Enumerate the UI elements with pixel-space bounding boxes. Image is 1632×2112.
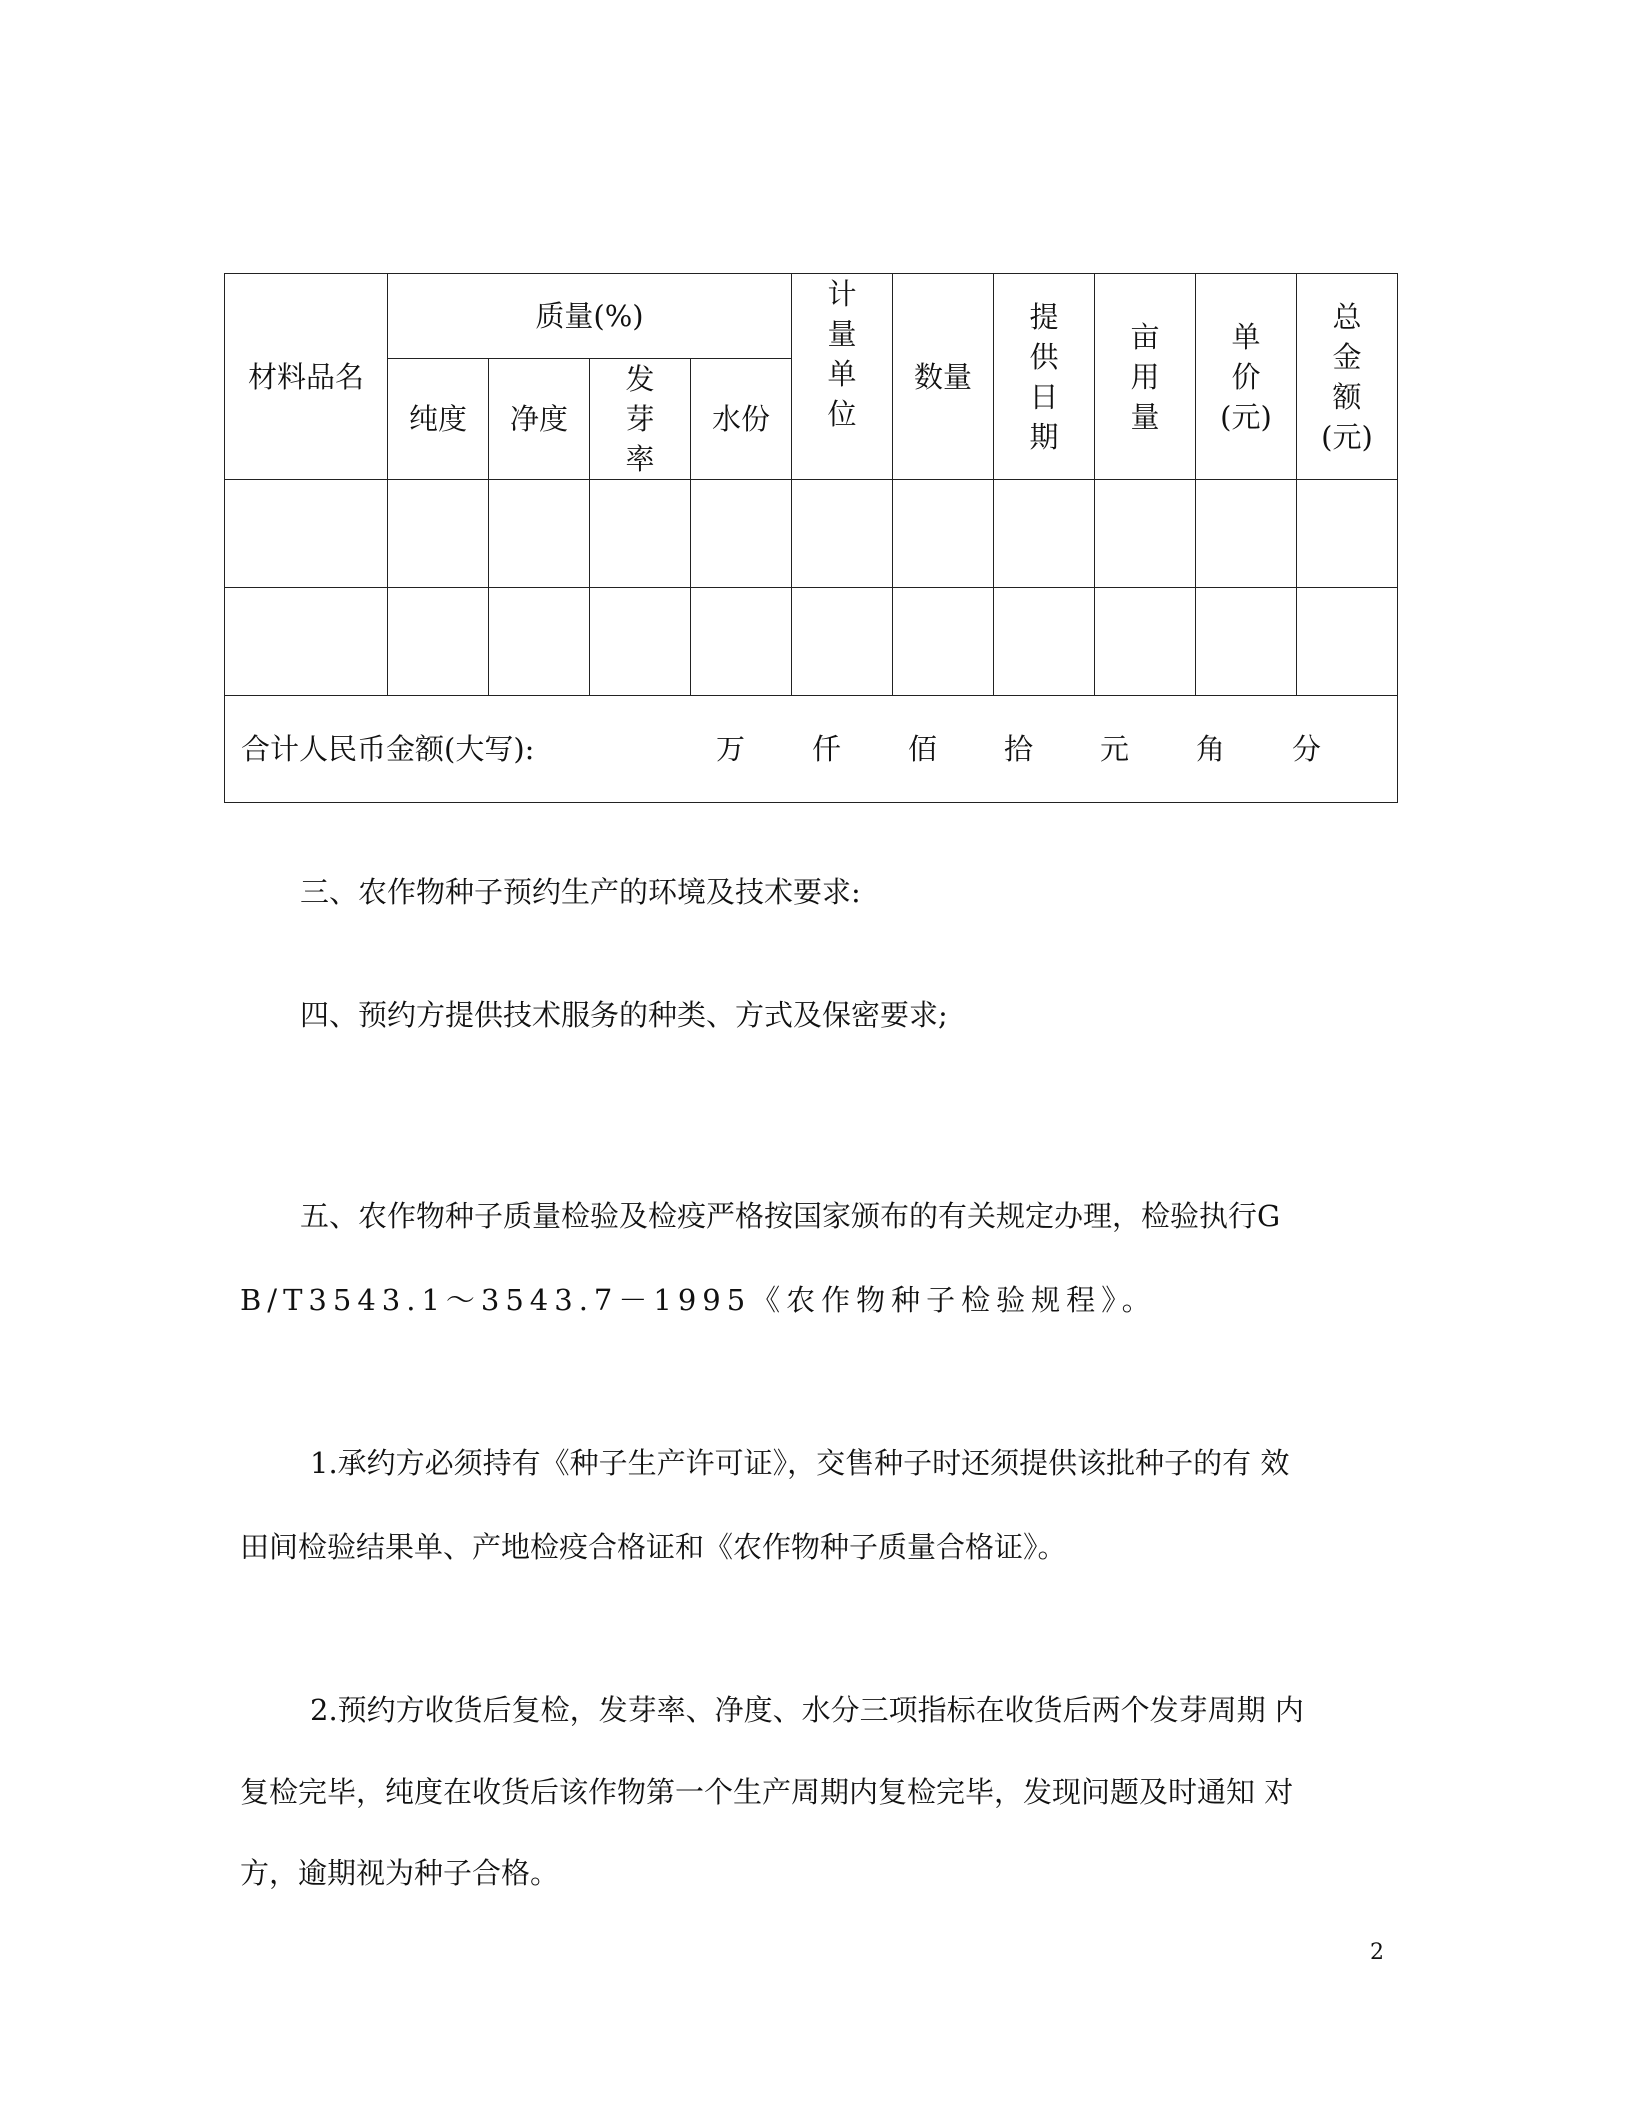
table-cell [994,480,1095,588]
header-mu-usage: 亩用量 [1095,274,1196,480]
unit-qian: 仟 [812,732,842,766]
header-measure-unit: 计量单位 [792,274,893,480]
total-amount-row [225,696,1398,803]
unit-fen: 分 [1292,732,1322,766]
header-supply-date: 提供日期 [994,274,1095,480]
header-moisture: 水份 [691,359,792,480]
table-cell [1196,480,1297,588]
unit-jiao: 角 [1196,732,1226,766]
table-cell [691,588,792,696]
table-cell [893,480,994,588]
table-cell [489,480,590,588]
table-cell [225,480,388,588]
table-cell [388,480,489,588]
header-unit-price: 单价(元) [1196,274,1297,480]
page-number: 2 [1370,1940,1384,1965]
unit-yuan: 元 [1100,732,1130,766]
table-row [225,480,1398,588]
table-cell [1196,588,1297,696]
unit-shi: 拾 [1004,732,1034,766]
material-table [224,273,1398,803]
table-cell [489,588,590,696]
table-cell [590,588,691,696]
table-cell [590,480,691,588]
header-germination-rate: 发芽率 [590,359,691,480]
header-quality: 质量(%) [388,274,792,359]
item-2-line-3: 方，逾期视为种子合格。 [240,1856,560,1890]
item-1-line-1: 1.承约方必须持有《种子生产许可证》，交售种子时还须提供该批种子的有 效 [310,1446,1290,1480]
header-total-amount: 总金额(元) [1297,274,1398,480]
total-amount-label: 合计人民币金额(大写): [241,732,535,766]
item-2-line-1: 2.预约方收货后复检，发芽率、净度、水分三项指标在收货后两个发芽周期 内 [310,1693,1304,1727]
table-cell [1297,588,1398,696]
table-row [225,588,1398,696]
header-cleanliness: 净度 [489,359,590,480]
section-3-heading: 三、农作物种子预约生产的环境及技术要求: [300,875,861,909]
table-cell [691,480,792,588]
table-cell [1095,588,1196,696]
table-cell [1095,480,1196,588]
table-cell [792,588,893,696]
unit-bai: 佰 [908,732,938,766]
header-quantity: 数量 [893,274,994,480]
section-5-line-1: 五、农作物种子质量检验及检疫严格按国家颁布的有关规定办理，检验执行G [300,1199,1281,1233]
table-cell [994,588,1095,696]
table-cell [792,480,893,588]
header-material-name: 材料品名 [225,274,388,480]
unit-wan: 万 [716,732,746,766]
item-1-line-2: 田间检验结果单、产地检疫合格证和《农作物种子质量合格证》。 [240,1530,1067,1564]
table-cell [388,588,489,696]
table-cell [225,588,388,696]
section-4-heading: 四、预约方提供技术服务的种类、方式及保密要求; [300,998,948,1032]
table-cell [893,588,994,696]
table-cell [1297,480,1398,588]
section-5-line-2: B/T3543.1～3543.7－1995《农作物种子检验规程》。 [240,1283,1157,1317]
item-2-line-2: 复检完毕，纯度在收货后该作物第一个生产周期内复检完毕，发现问题及时通知 对 [240,1775,1294,1809]
header-purity: 纯度 [388,359,489,480]
